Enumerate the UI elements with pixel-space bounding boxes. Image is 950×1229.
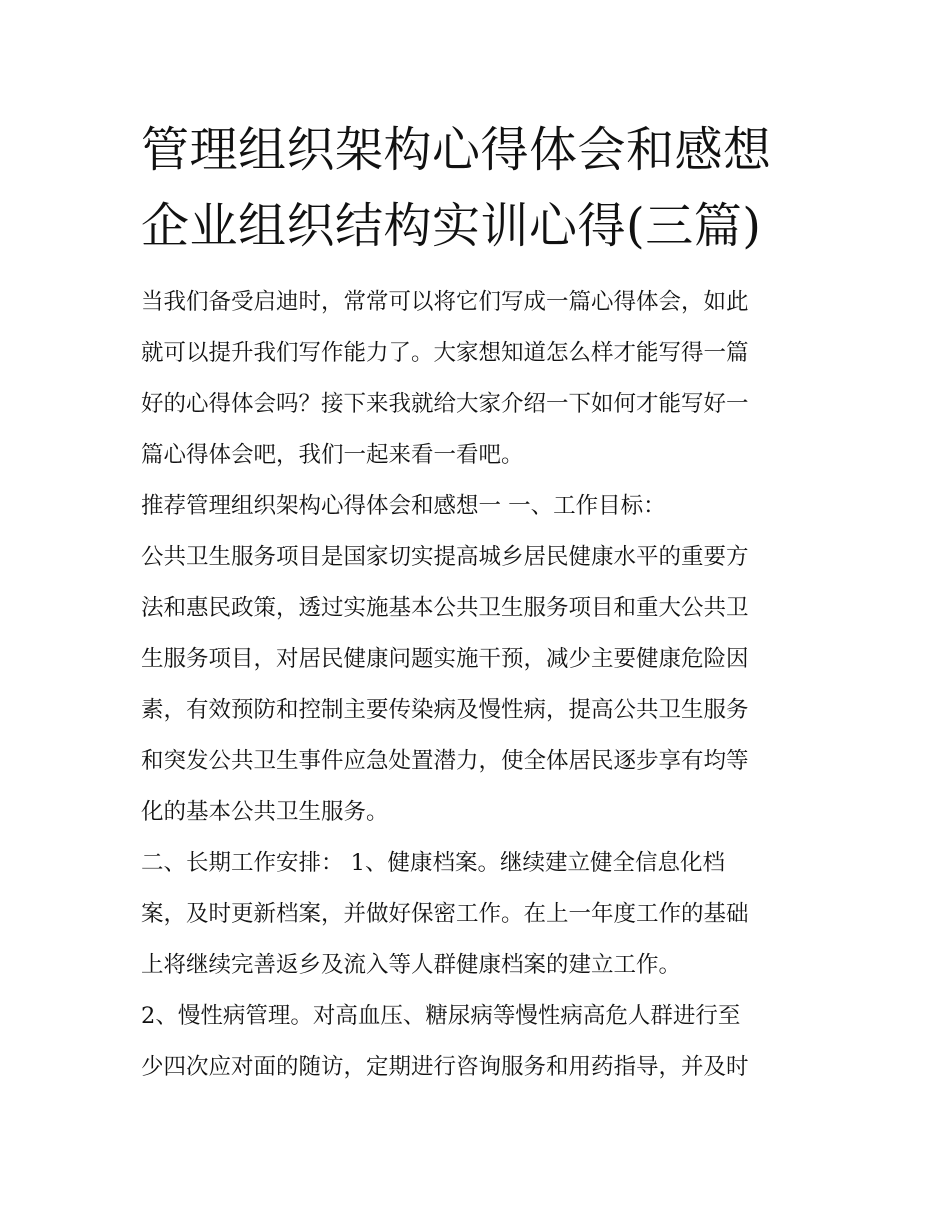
title-line-2: 企业组织结构实训心得(三篇) — [141, 198, 762, 254]
text-line: 少四次应对面的随访，定期进行咨询服务和用药指导，并及时 — [141, 1054, 749, 1080]
paragraph-intro — [141, 277, 813, 481]
text-line: 和突发公共卫生事件应急处置潜力，使全体居民逐步享有均等 — [141, 748, 749, 774]
text-line: 法和惠民政策，透过实施基本公共卫生服务项目和重大公共卫 — [141, 595, 749, 621]
text-line: 推荐管理组织架构心得体会和感想一 一、工作目标： — [141, 493, 666, 519]
document-body — [141, 277, 813, 1093]
text-line: 生服务项目，对居民健康问题实施干预，减少主要健康危险因 — [141, 646, 749, 672]
text-line: 就可以提升我们写作能力了。大家想知道怎么样才能写得一篇 — [141, 340, 749, 366]
text-line: 好的心得体会吗？接下来我就给大家介绍一下如何才能写好一 — [141, 391, 749, 417]
title-line-1: 管理组织架构心得体会和感想 — [141, 122, 772, 178]
text-line: 当我们备受启迪时，常常可以将它们写成一篇心得体会，如此 — [141, 289, 749, 315]
text-line: 篇心得体会吧，我们一起来看一看吧。 — [141, 442, 524, 468]
text-line: 二、长期工作安排： 1、健康档案。继续建立健全信息化档 — [141, 850, 725, 876]
paragraph-chronic-disease — [141, 991, 813, 1093]
text-line: 案，及时更新档案，并做好保密工作。在上一年度工作的基础 — [141, 901, 749, 927]
paragraph-section-heading — [141, 481, 813, 532]
text-line: 上将继续完善返乡及流入等人群健康档案的建立工作。 — [141, 952, 682, 978]
text-line: 化的基本公共卫生服务。 — [141, 799, 389, 825]
text-line: 公共卫生服务项目是国家切实提高城乡居民健康水平的重要方 — [141, 544, 749, 570]
paragraph-long-term-plan — [141, 838, 813, 991]
text-line: 2、慢性病管理。对高血压、糖尿病等慢性病高危人群进行至 — [141, 1003, 741, 1029]
text-line: 素，有效预防和控制主要传染病及慢性病，提高公共卫生服务 — [141, 697, 749, 723]
document-title — [141, 112, 821, 264]
paragraph-goal — [141, 532, 813, 838]
